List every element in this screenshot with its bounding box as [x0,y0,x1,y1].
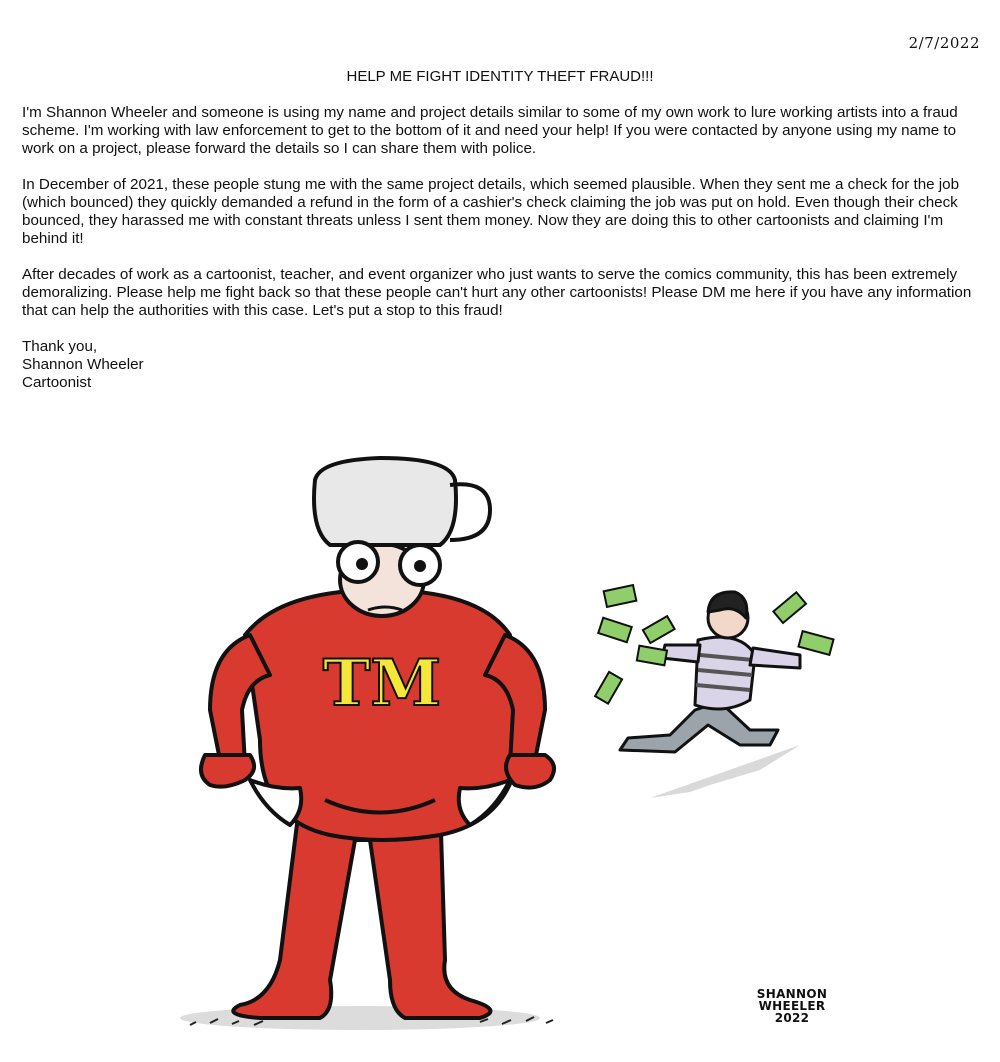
signoff-role: Cartoonist [22,374,92,391]
thief-right-arm [750,648,800,668]
letter-body [22,104,987,392]
credit-last-name: WHEELER [758,999,826,1013]
cartoon-illustration [150,440,860,1040]
credit-year: 2022 [774,1011,810,1025]
cartoon-credit [742,988,842,1024]
paragraph-incident: In December of 2021, these people stung me with the same project details, which seemed plausible. When they sent me a check for the job (which bounced) they quickly demanded a refund in the form of a cashier's check claiming the job was put on hold. Even though their check bounced, they harassed me with constant threats unless I sent them money. Now they are doing this to other cartoonists and claiming I'm behind it! [22,176,960,247]
thief-legs [620,702,778,752]
paragraph-intro: I'm Shannon Wheeler and someone is using my name and project details similar to some of my own work to lure working artists into a fraud scheme. I'm working with law enforcement to get to the bottom of it and need your help! If you were contacted by anyone using my name to work on a project, please forward the details so I can share them with police. [22,104,958,157]
hero-cup-helmet [314,458,456,545]
hero-figure [201,458,554,1018]
thief-left-arm [662,645,700,662]
credit-first-name: SHANNON [756,987,828,1001]
letter-title: HELP ME FIGHT IDENTITY THEFT FRAUD!!! [346,68,654,85]
hero-left-pocket [250,780,301,825]
signoff-closing: Thank you, [22,338,98,355]
hero-left-hand [201,755,254,787]
signature-block [22,338,987,392]
letter-date: 2/7/2022 [908,34,980,52]
thief-figure [620,592,800,752]
signoff-name: Shannon Wheeler [22,356,144,373]
hero-right-hand [506,755,554,788]
hero-chest-emblem: TM [322,646,442,721]
paragraph-appeal: After decades of work as a cartoonist, teacher, and event organizer who just wants to serve the comics community, this has been extremely demoralizing. Please help me fight back so that these people can't hurt any other cartoonists! Please DM me here if you have any information that can help the authorities with this case. Let's put a stop to this fraud! [22,266,972,319]
